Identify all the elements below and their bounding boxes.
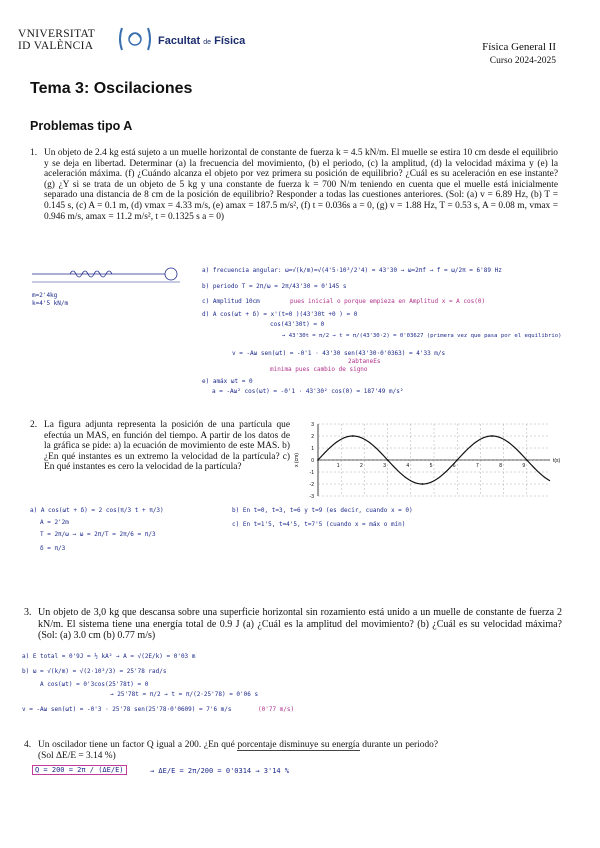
y-tick-label: -3 bbox=[309, 494, 314, 500]
y-axis-label: x (cm) bbox=[294, 453, 300, 467]
y-tick-label: 1 bbox=[311, 446, 314, 452]
x-tick-label: 5 bbox=[429, 463, 433, 469]
underlined-phrase: porcentaje disminuye su energía bbox=[237, 740, 360, 750]
p1-velocity: v = -Aω sen(ωt) = -0'1 · 43'30 sen(43'30·0'0363) = 4'33 m/s bbox=[232, 350, 446, 357]
p3-answer-b: b) ω = √(k/m) = √(2·10³/3) = 25'78 rad/s bbox=[22, 668, 167, 675]
p1-answer-e2: a = -Aω² cos(ωt) = -0'1 · 43'30² cos(0) = 187'49 m/s² bbox=[212, 388, 404, 395]
faculty-name: Facultat de Física bbox=[158, 35, 246, 47]
p1-answer-d2: cos(43'30t) = 0 bbox=[270, 321, 325, 328]
spring-labels: m=2'4kg k=4'5 kN/m bbox=[32, 292, 69, 307]
p1-answer-c: c) Amplitud 10cm bbox=[202, 298, 260, 305]
y-tick-label: 2 bbox=[311, 434, 314, 440]
p2-omega: T = 2π/ω → ω = 2π/T = 2π/6 = π/3 bbox=[40, 531, 156, 538]
problem-3: 3. Un objeto de 3,0 kg que descansa sobre una superficie horizontal sin rozamiento está unido a un muelle de constante de fuerza 2 kN/m. El sistema tiene una energía total de 0.9 J (a) ¿Cuál es la amplitud del movimiento? (b) ¿Cuál es su velocidad máxima? (Sol: (a) 3.0 cm (b) 0.77 m/s) bbox=[24, 607, 562, 642]
p3-answer-a: a) E total = 0'9J = ½ kA² → A = √(2E/k) = 0'03 m bbox=[22, 653, 196, 660]
problem-4: 4. Un oscilador tiene un factor Q igual a 200. ¿En qué porcentaje disminuye su energía durante un periodo? (Sol ΔE/E = 3.14 %) bbox=[24, 740, 439, 761]
p2-answer-b: b) En t=0, t=3, t=6 y t=9 (es decir, cuando x = 0) bbox=[232, 507, 413, 514]
university-logo-text bbox=[18, 28, 95, 52]
x-tick-label: 4 bbox=[406, 463, 410, 469]
p2-delta: δ = π/3 bbox=[40, 545, 66, 552]
p2-amplitude: A = 2'2m bbox=[40, 519, 69, 526]
spring-sketch bbox=[30, 260, 185, 290]
university-line2: ID VALÈNCIA bbox=[18, 40, 94, 52]
problem-1: 1. Un objeto de 2.4 kg está sujeto a un muelle horizontal de constante de fuerza k = 4.5 kN/m. El muelle se estira 10 cm desde el equilibrio y se deja en libertad. Determinar (a) la frecuencia del movimiento, (b) el periodo, (c) la amplitud, (d) la velocidad máxima y (e) la aceleración máxima. (f) ¿Cuándo alcanza el objeto por vez primera su posición de equilibrio? ¿Cuál es su aceleración en ese instante? (g) ¿Y si se trata de un objeto de 5 kg y una constante de fuerza k = 700 N/m teniendo en cuenta que el muelle está inicialmente separado una distancia de 8 cm de la posición de equilibrio? Responder a todas las cuestiones anteriores. (Sol: (a) v = 6.89 Hz, (b) T = 0.145 s, (c) A = 0.1 m, (d) vmax = 4.33 m/s, (e) amax = 187.5 m/s², (f) t = 0.036s a = 0, (g) v = 1.88 Hz, T = 0.53 s, A = 0.08 m, vmax = 0.946 m/s, amax = 11.2 m/s², t = 0.1325 s a = 0) bbox=[30, 148, 558, 222]
p1-pink-note-2: 2abtaneEs bbox=[348, 358, 381, 365]
y-tick-label: 3 bbox=[311, 422, 314, 428]
p2-answer-c: c) En t=1'5, t=4'5, t=7'5 (cuando x = máx o mín) bbox=[232, 521, 406, 528]
course-info bbox=[482, 40, 556, 68]
position-time-chart bbox=[288, 418, 570, 503]
x-tick-label: 1 bbox=[336, 463, 340, 469]
course-name: Física General II bbox=[482, 41, 556, 53]
x-tick-label: 3 bbox=[383, 463, 386, 469]
problem-2: 2. La figura adjunta representa la posición de una partícula que efectúa un MAS, en función del tiempo. A partir de los datos de la gráfica se pide: a) la ecuación de movimiento de este MAS. b) ¿En qué instantes es un extremo la velocidad de la partícula? c) En qué instantes es cero la velocidad de la partícula? bbox=[30, 420, 290, 473]
p3-pink-result: (0'77 m/s) bbox=[258, 706, 295, 713]
x-tick-label: 7 bbox=[476, 463, 479, 469]
x-tick-label: 6 bbox=[452, 463, 456, 469]
x-tick-label: 8 bbox=[499, 463, 502, 469]
p3-cos: A cos(ωt) = 0'3cos(25'78t) = 0 bbox=[40, 681, 149, 688]
p1-answer-d3: → 43'30t = π/2 → t = π/(43'30·2) = 0'03627 (primera vez que pasa por el equilibrio) bbox=[282, 333, 562, 339]
p1-answer-d: d) A cos(ωt + δ) = x'(t=0 )(43'30t +0 ) = 0 bbox=[202, 311, 358, 318]
p3-time: → 25'78t = π/2 → t = π/(2·25'78) = 0'06 s bbox=[110, 691, 259, 698]
y-tick-label: -2 bbox=[309, 482, 314, 488]
p2-answer-a: a) A cos(ωt + δ) = 2 cos(π/3 t + π/3) bbox=[30, 507, 164, 514]
university-line1: VNIVERSITAT bbox=[18, 28, 96, 40]
p1-answer-b: b) periodo T = 2π/ω = 2π/43'30 = 0'145 s bbox=[202, 283, 347, 290]
x-axis-label: t(s) bbox=[553, 458, 561, 464]
p1-pink-note-1: pues inicial o porque empieza en Amplitud x = A cos(0) bbox=[290, 298, 486, 305]
p1-answer-a: a) frecuencia angular: ω=√(k/m)=√(4'5·10³/2'4) = 43'30 → ω=2πf → f = ω/2π = 6'89 Hz bbox=[202, 267, 502, 274]
faculty-logo-icon bbox=[116, 24, 154, 54]
p3-velocity: v = -Aω sen(ωt) = -0'3 · 25'78 sen(25'78·0'0609) = 7'6 m/s bbox=[22, 706, 232, 713]
p1-pink-note-3: minima pues cambio de signo bbox=[270, 366, 368, 373]
page-title: Tema 3: Oscilaciones bbox=[30, 80, 193, 97]
course-year: Curso 2024-2025 bbox=[489, 56, 556, 66]
y-tick-label: 0 bbox=[311, 458, 314, 464]
p4-boxed-formula: Q = 200 = 2π / (ΔE/E) bbox=[32, 765, 127, 775]
p4-result: → ΔE/E = 2π/200 = 0'0314 → 3'14 % bbox=[150, 767, 290, 775]
x-tick-label: 9 bbox=[522, 463, 526, 469]
x-tick-label: 2 bbox=[360, 463, 363, 469]
section-title: Problemas tipo A bbox=[30, 119, 133, 133]
p1-answer-e: e) amáx ωt = 0 bbox=[202, 378, 253, 385]
y-tick-label: -1 bbox=[309, 470, 314, 476]
